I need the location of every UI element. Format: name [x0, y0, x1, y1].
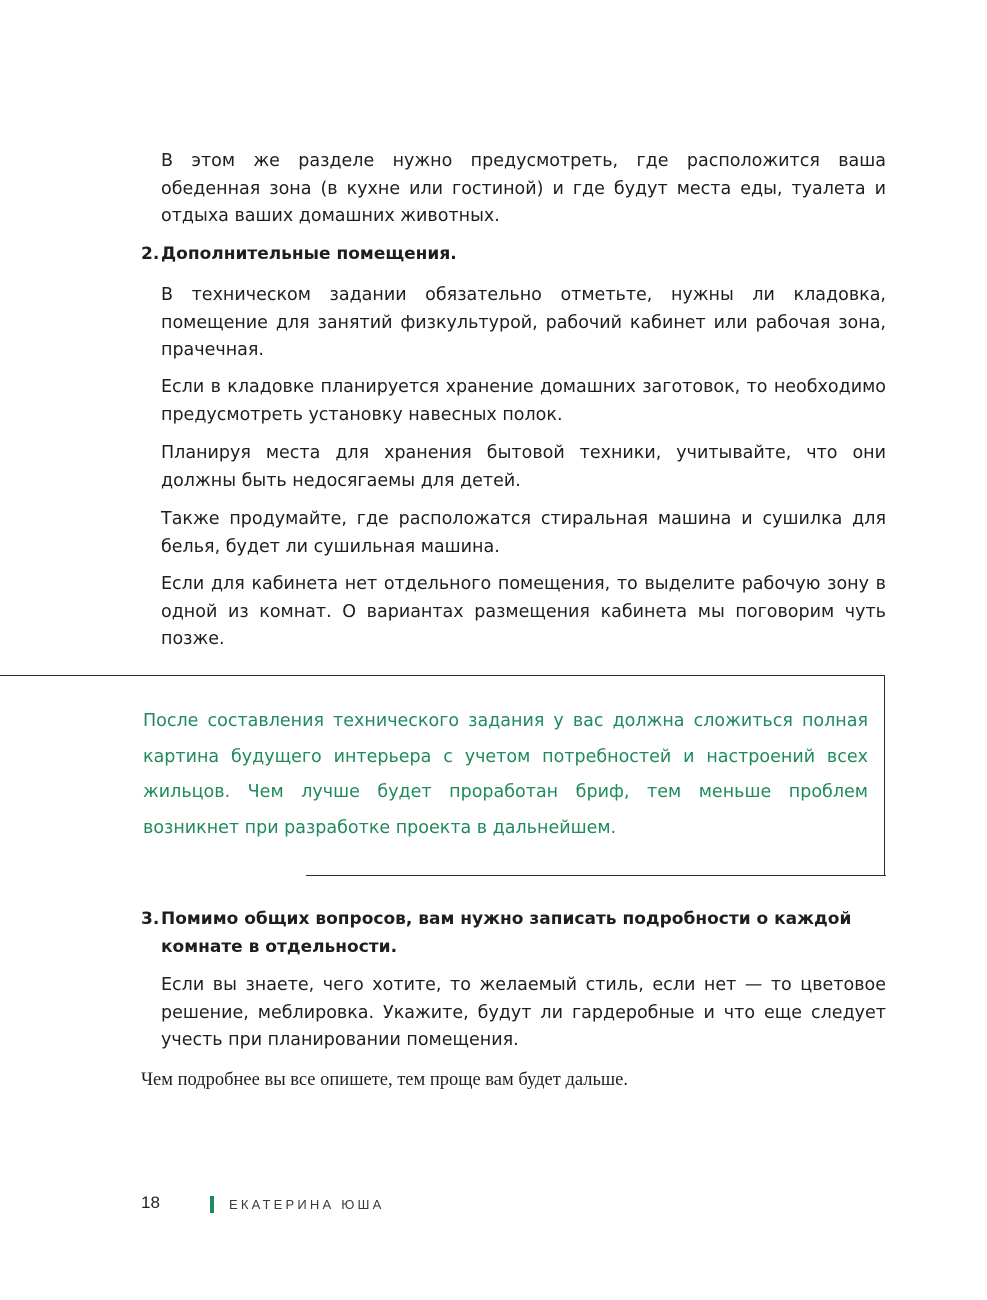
heading-text: Дополнительные помещения. — [161, 244, 457, 264]
paragraph-dining-zone: В этом же разделе нужно предусмотреть, где расположится ваша обеденная зона (в кухне или гостиной) и где будут места еды, туалета и отдыха ваших домашних животных. — [161, 151, 886, 226]
callout-divider — [306, 875, 886, 876]
heading-number: 2. — [141, 244, 160, 264]
section-heading-3 — [141, 905, 886, 961]
paragraph-office: Если для кабинета нет отдельного помещения, то выделите рабочую зону в одной из комнат. О вариантах размещения кабинета мы поговорим чуть позже. — [161, 574, 886, 649]
paragraph-laundry: Также продумайте, где расположатся стиральная машина и сушилка для белья, будет ли сушильная машина. — [161, 509, 886, 557]
paragraph-pantry: Если в кладовке планируется хранение домашних заготовок, то необходимо предусмотреть установку навесных полок. — [161, 377, 886, 425]
heading-text: Помимо общих вопросов, вам нужно записать подробности о каждой комнате в отдельности. — [161, 909, 852, 957]
closing-sentence: Чем подробнее вы все опишете, тем проще вам будет дальше. — [141, 1070, 629, 1090]
callout-text: После составления технического задания у вас должна сложиться полная картина будущего интерьера с учетом потребностей и настроений всех жильцов. Чем лучше будет проработан бриф, тем меньше проблем возникнет при разработке проекта в дальнейшем. — [143, 711, 868, 838]
paragraph-appliances: Планируя места для хранения бытовой техники, учитывайте, что они должны быть недосягаемы для детей. — [161, 443, 886, 491]
heading-number: 3. — [141, 909, 160, 929]
paragraph-room-details: Если вы знаете, чего хотите, то желаемый стиль, если нет — то цветовое решение, меблировка. Укажите, будут ли гардеробные и что еще следует учесть при планировании помещения. — [161, 975, 886, 1050]
page-number: 18 — [141, 1193, 160, 1212]
paragraph-technical-task: В техническом задании обязательно отметьте, нужны ли кладовка, помещение для занятий физкультурой, рабочий кабинет или рабочая зона, прачечная. — [161, 285, 886, 360]
section-heading-2 — [141, 240, 886, 268]
author-name: ЕКАТЕРИНА ЮША — [229, 1197, 385, 1212]
footer-accent-bar — [210, 1196, 214, 1213]
